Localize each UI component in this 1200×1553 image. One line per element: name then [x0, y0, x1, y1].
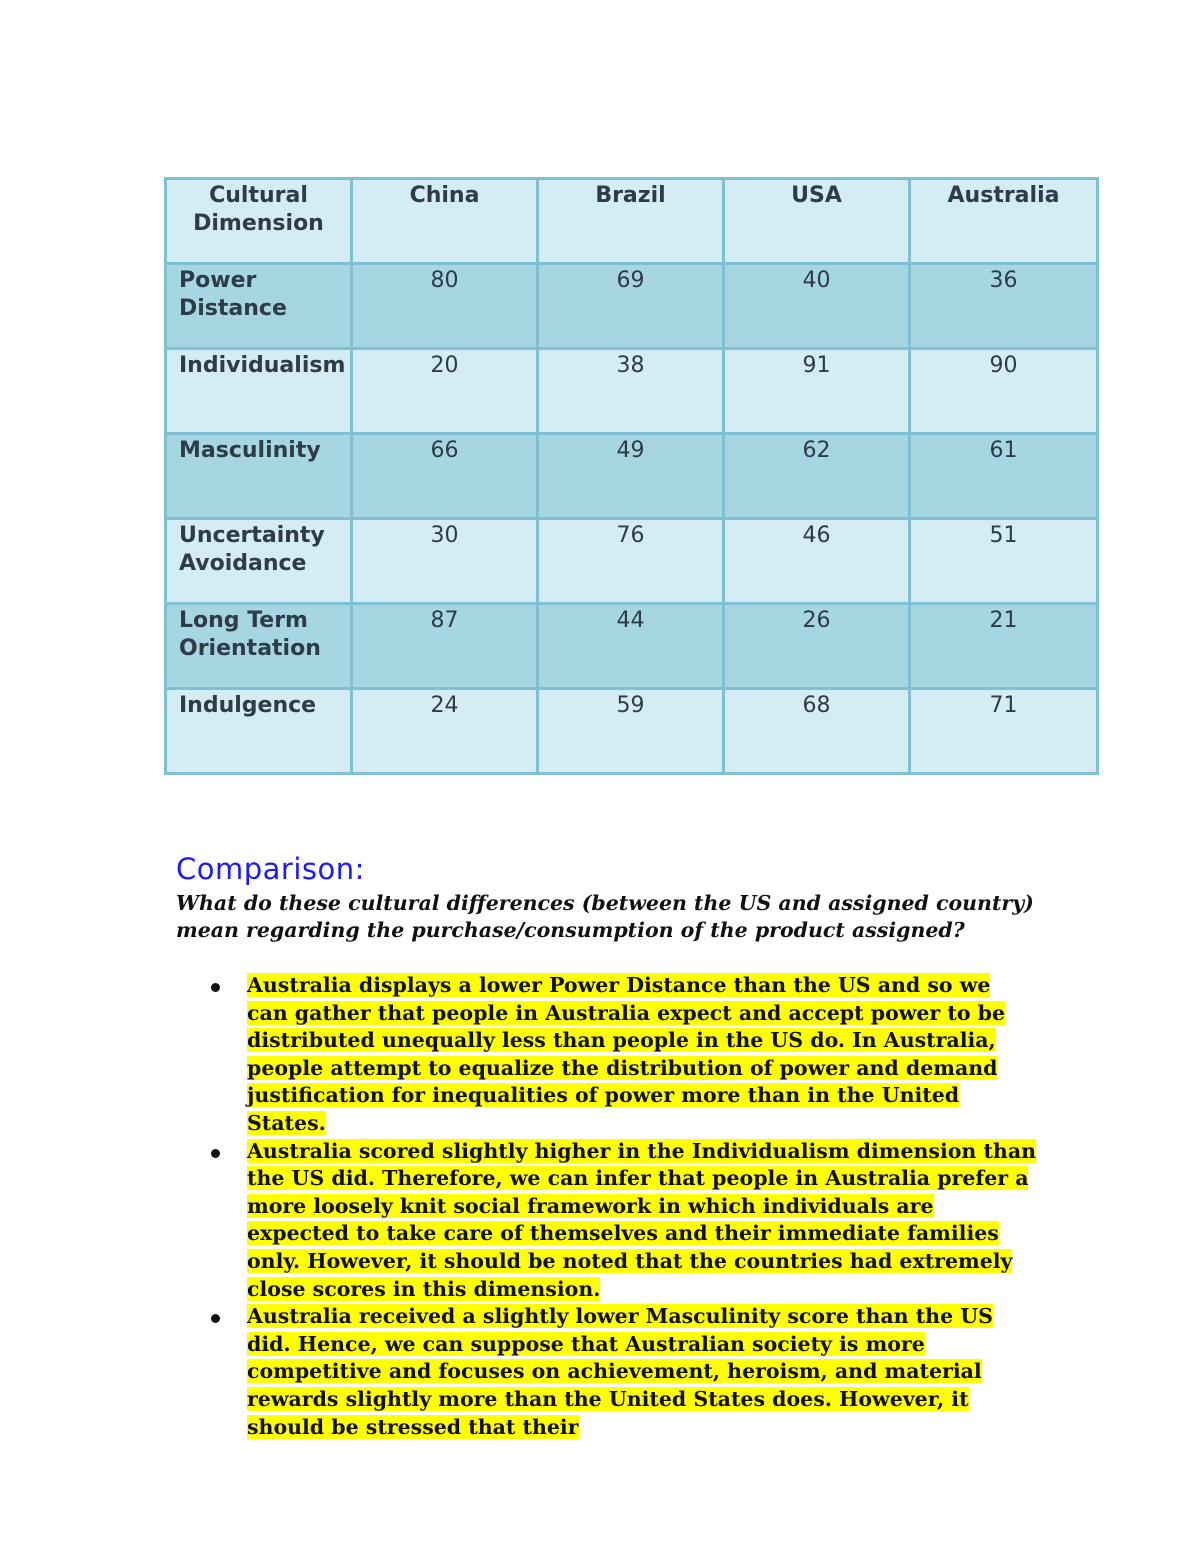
header-usa: USA	[724, 179, 910, 264]
row-label-power-distance: Power Distance	[166, 264, 352, 349]
cultural-dimensions-table	[164, 177, 1099, 775]
row-label-long-term-orientation: Long Term Orientation	[166, 604, 352, 689]
cell-value: 71	[910, 689, 1098, 774]
list-item	[176, 1138, 1036, 1304]
comparison-heading: Comparison:	[176, 852, 365, 886]
comparison-points-list	[176, 972, 1036, 1441]
cell-value: 87	[352, 604, 538, 689]
cell-value: 30	[352, 519, 538, 604]
list-item	[176, 972, 1036, 1138]
bullet-icon	[211, 1314, 220, 1323]
table-row	[166, 434, 1098, 519]
cell-value: 46	[724, 519, 910, 604]
cell-value: 66	[352, 434, 538, 519]
highlighted-point-text: Australia scored slightly higher in the Individualism dimension than the US did. Therefore, we can infer that people in Australia prefer a more loosely knit social framework in which individuals are expected to take care of themselves and their immediate families only. However, it should be noted that the countries had extremely close scores in this dimension.	[247, 1138, 1037, 1301]
header-brazil: Brazil	[538, 179, 724, 264]
cell-value: 76	[538, 519, 724, 604]
cell-value: 68	[724, 689, 910, 774]
highlighted-point-text: Australia displays a lower Power Distance than the US and so we can gather that people in Australia expect and accept power to be distributed unequally less than people in the US do. In Australia, people attempt to equalize the distribution of power and demand justification for inequalities of power more than in the United States.	[247, 973, 1006, 1135]
row-label-individualism: Individualism	[166, 349, 352, 434]
cell-value: 91	[724, 349, 910, 434]
highlighted-point-text: Australia received a slightly lower Masculinity score than the US did. Hence, we can suppose that Australian society is more competitive and focuses on achievement, heroism, and material rewards slightly more than the United States does. However, it should be stressed that their	[247, 1304, 993, 1439]
table-row	[166, 689, 1098, 774]
cell-value: 40	[724, 264, 910, 349]
header-china: China	[352, 179, 538, 264]
bullet-icon	[211, 1149, 220, 1158]
cell-value: 21	[910, 604, 1098, 689]
header-cultural-dimension: Cultural Dimension	[166, 179, 352, 264]
list-item	[176, 1303, 1036, 1441]
cell-value: 36	[910, 264, 1098, 349]
comparison-question: What do these cultural differences (between the US and assigned country) mean regarding the purchase/consumption of the product assigned?	[176, 891, 1034, 942]
row-label-masculinity: Masculinity	[166, 434, 352, 519]
bullet-icon	[211, 983, 220, 992]
row-label-uncertainty-avoidance: Uncertainty Avoidance	[166, 519, 352, 604]
cell-value: 38	[538, 349, 724, 434]
cell-value: 62	[724, 434, 910, 519]
table-row	[166, 604, 1098, 689]
cell-value: 51	[910, 519, 1098, 604]
cell-value: 90	[910, 349, 1098, 434]
cell-value: 69	[538, 264, 724, 349]
table-row	[166, 349, 1098, 434]
cell-value: 26	[724, 604, 910, 689]
cell-value: 49	[538, 434, 724, 519]
header-australia: Australia	[910, 179, 1098, 264]
cell-value: 59	[538, 689, 724, 774]
table-header-row	[166, 179, 1098, 264]
table-row	[166, 264, 1098, 349]
cell-value: 61	[910, 434, 1098, 519]
cell-value: 80	[352, 264, 538, 349]
cell-value: 44	[538, 604, 724, 689]
table-row	[166, 519, 1098, 604]
cell-value: 20	[352, 349, 538, 434]
row-label-indulgence: Indulgence	[166, 689, 352, 774]
cell-value: 24	[352, 689, 538, 774]
